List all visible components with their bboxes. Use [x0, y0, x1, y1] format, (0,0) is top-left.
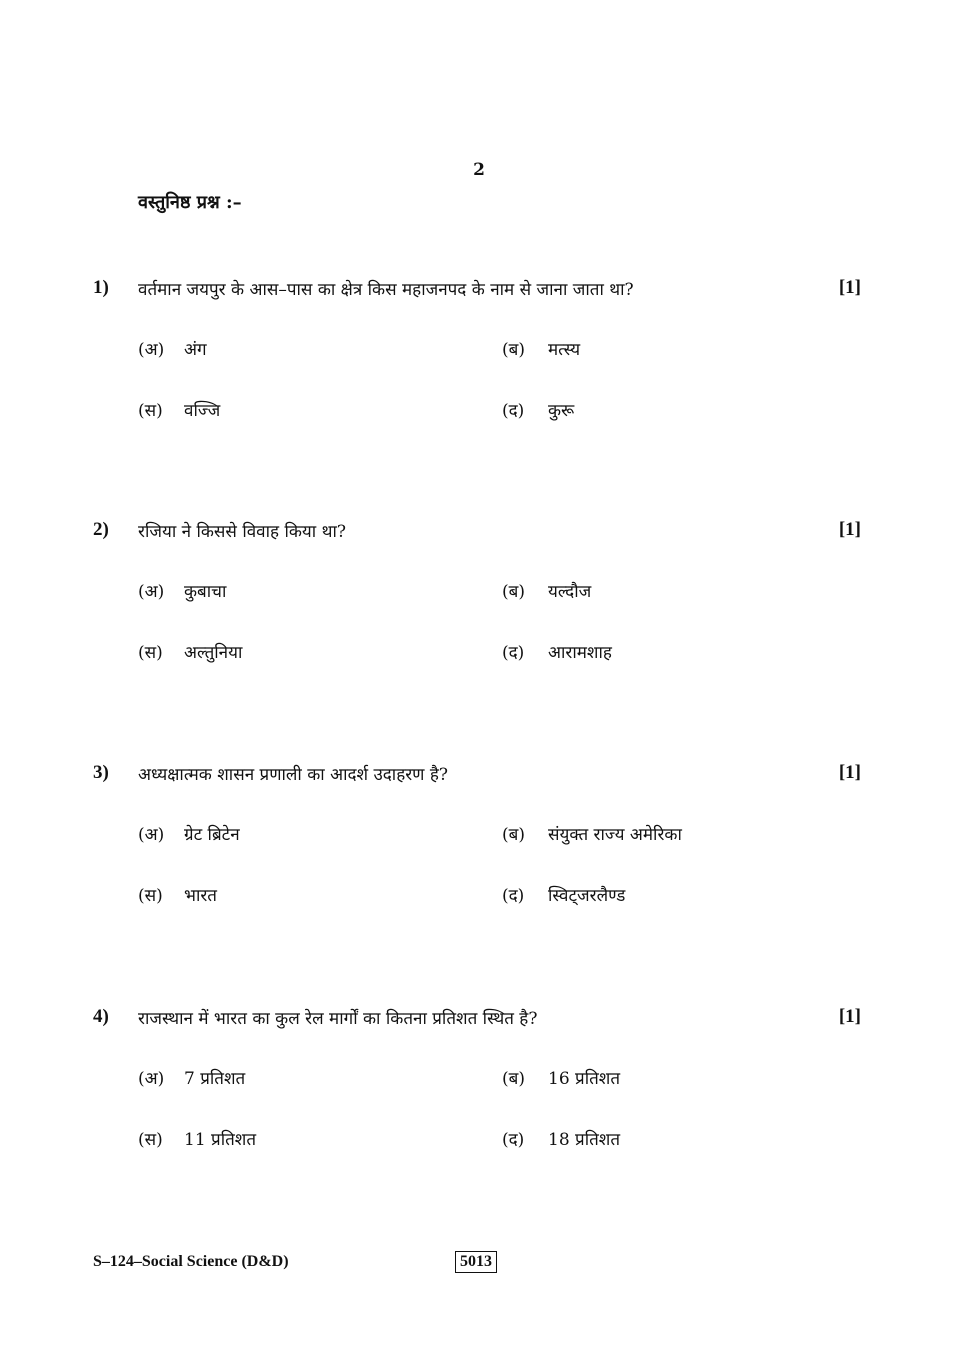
option-text: अल्तुनिया	[184, 643, 243, 663]
option-label: (अ)	[138, 825, 165, 845]
option-b	[502, 337, 580, 360]
option-text: भारत	[184, 886, 217, 906]
page-number: 2	[473, 160, 485, 180]
option-a	[138, 1066, 245, 1089]
option-d	[502, 1127, 620, 1150]
question-marks: [1]	[838, 1006, 861, 1027]
option-d	[502, 883, 625, 906]
question-2	[0, 519, 958, 689]
option-text: वज्जि	[184, 401, 221, 421]
option-label: (द)	[502, 643, 525, 663]
option-label: (द)	[502, 1130, 525, 1150]
option-label: (ब)	[502, 1069, 525, 1089]
option-d	[502, 640, 612, 663]
option-label: (अ)	[138, 1069, 165, 1089]
option-label: (स)	[138, 886, 163, 906]
question-text: वर्तमान जयपुर के आस–पास का क्षेत्र किस महाजनपद के नाम से जाना जाता था?	[138, 280, 634, 300]
option-label: (ब)	[502, 340, 525, 360]
option-a	[138, 822, 240, 845]
question-1	[0, 277, 958, 447]
option-b	[502, 822, 682, 845]
option-label: (ब)	[502, 582, 525, 602]
question-number: 4)	[93, 1006, 109, 1027]
section-heading: वस्तुनिष्ठ प्रश्न :–	[138, 192, 242, 213]
option-text: कुबाचा	[184, 582, 227, 602]
question-number: 1)	[93, 277, 109, 298]
option-label: (ब)	[502, 825, 525, 845]
option-c	[138, 1127, 256, 1150]
option-label: (द)	[502, 886, 525, 906]
question-marks: [1]	[838, 519, 861, 540]
option-text: 7 प्रतिशत	[184, 1069, 246, 1089]
option-text: संयुक्त राज्य अमेरिका	[548, 825, 682, 845]
option-label: (स)	[138, 401, 163, 421]
footer-paper-code: 5013	[455, 1251, 497, 1273]
option-b	[502, 1066, 620, 1089]
option-text: 18 प्रतिशत	[548, 1130, 621, 1150]
option-c	[138, 398, 220, 421]
option-label: (अ)	[138, 582, 165, 602]
option-a	[138, 337, 207, 360]
option-a	[138, 579, 226, 602]
option-text: यल्दौज	[548, 582, 592, 602]
option-text: ग्रेट ब्रिटेन	[184, 825, 240, 845]
option-label: (स)	[138, 643, 163, 663]
question-3	[0, 762, 958, 932]
option-label: (स)	[138, 1130, 163, 1150]
option-d	[502, 398, 574, 421]
question-marks: [1]	[838, 277, 861, 298]
footer-paper-title: S–124–Social Science (D&D)	[93, 1253, 289, 1270]
option-text: 11 प्रतिशत	[184, 1130, 257, 1150]
option-b	[502, 579, 591, 602]
question-text: राजस्थान में भारत का कुल रेल मार्गों का कितना प्रतिशत स्थित है?	[138, 1009, 538, 1029]
option-text: आरामशाह	[548, 643, 612, 663]
option-c	[138, 640, 242, 663]
question-text: रजिया ने किससे विवाह किया था?	[138, 522, 346, 542]
question-number: 3)	[93, 762, 109, 783]
option-text: 16 प्रतिशत	[548, 1069, 621, 1089]
option-c	[138, 883, 217, 906]
option-text: स्विट्जरलैण्ड	[548, 886, 626, 906]
question-marks: [1]	[838, 762, 861, 783]
question-text: अध्यक्षात्मक शासन प्रणाली का आदर्श उदाहरण है?	[138, 765, 449, 785]
question-number: 2)	[93, 519, 109, 540]
option-label: (अ)	[138, 340, 165, 360]
question-4	[0, 1006, 958, 1176]
option-text: मत्स्य	[548, 340, 581, 360]
option-text: अंग	[184, 340, 207, 360]
option-label: (द)	[502, 401, 525, 421]
option-text: कुरू	[548, 401, 575, 421]
